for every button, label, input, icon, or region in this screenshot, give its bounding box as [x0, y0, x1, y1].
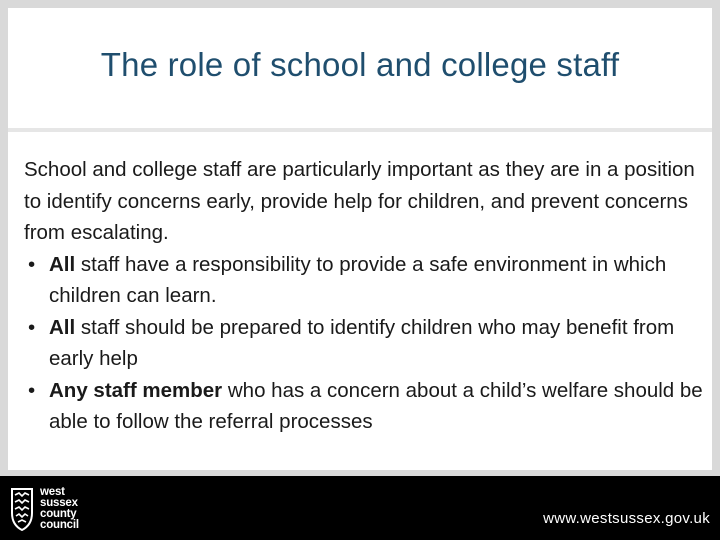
logo-wordmark — [40, 487, 79, 530]
bullet-emphasis: All — [49, 252, 76, 276]
bullet-item — [24, 312, 710, 375]
intro-paragraph: School and college staff are particularly important as they are in a position to identify concerns early, provide help for children, and prevent concerns from escalating. — [24, 158, 695, 244]
bullet-list — [24, 249, 710, 438]
slide-content — [24, 154, 710, 438]
bullet-emphasis: Any staff member — [49, 378, 223, 402]
title-divider — [8, 128, 712, 132]
council-logo — [10, 486, 79, 532]
bullet-text: staff have a responsibility to provide a safe environment in which children can learn. — [49, 252, 667, 307]
slide-title: The role of school and college staff — [100, 46, 620, 83]
bullet-text: who has a concern about a child’s welfare should be able to follow the referral processes — [49, 378, 703, 433]
logo-line: county — [40, 508, 77, 520]
footer-bar — [0, 476, 720, 540]
logo-line: west — [40, 486, 65, 499]
bullet-item — [24, 375, 710, 438]
bullet-marker: • — [28, 378, 36, 402]
bullet-emphasis: All — [49, 315, 76, 339]
bullet-marker: • — [28, 315, 36, 339]
website-url: www.westsussex.gov.uk — [543, 510, 710, 527]
slide — [8, 8, 712, 470]
bullet-item — [24, 249, 710, 312]
bullet-marker: • — [28, 252, 36, 276]
logo-line: council — [40, 518, 79, 531]
council-crest-icon — [10, 487, 34, 531]
bullet-text: staff should be prepared to identify children who may benefit from early help — [49, 315, 675, 370]
logo-line: sussex — [40, 497, 78, 510]
